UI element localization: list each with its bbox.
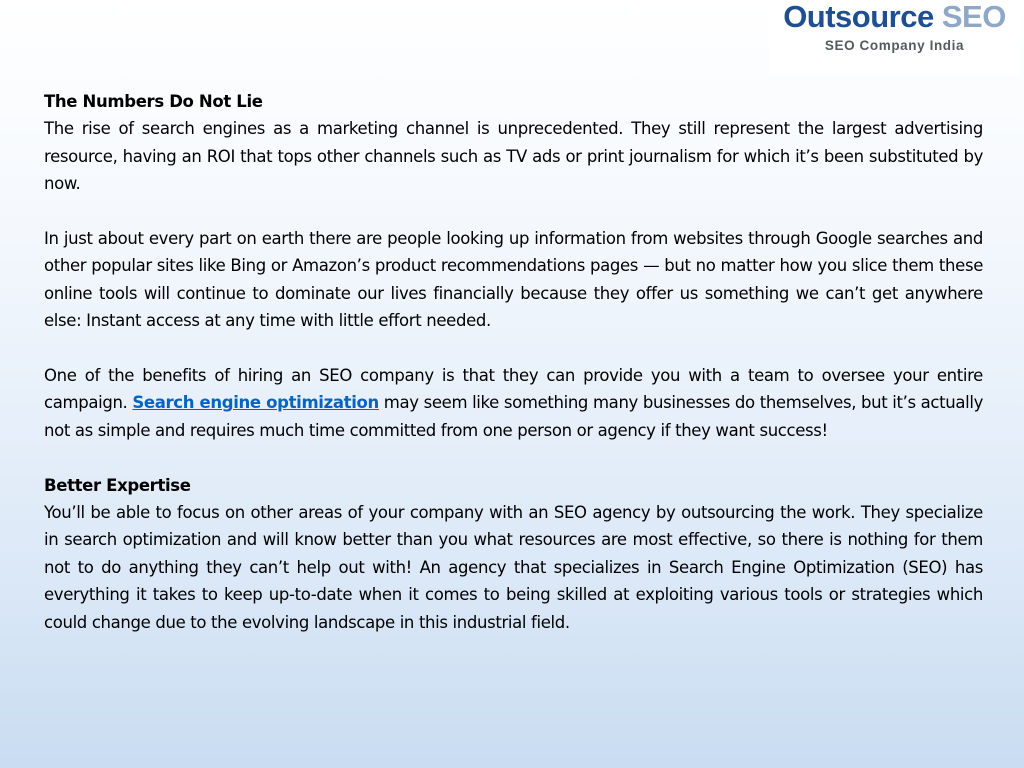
logo-wordmark — [769, 1, 1020, 33]
paragraph-better-expertise: You’ll be able to focus on other areas of your company with an SEO agency by outsourcing the work. They specialize in search optimization and will know better than you what resources are most effective, so there is nothing for them not to do anything they can’t help out with! An agency that specializes in Search Engine Optimization (SEO) has everything it takes to keep up-to-date when it comes to being skilled at exploiting various tools or strategies which could change due to the evolving landscape in this industrial field. — [44, 503, 983, 632]
company-logo — [769, 0, 1020, 75]
article-body — [44, 88, 983, 663]
paragraph-benefits-text-start: One of the benefits of hiring an SEO company is that they can provide you with a team to oversee your entire campaign. — [44, 366, 983, 413]
paragraph-benefits-of-hiring — [44, 362, 983, 444]
seo-link[interactable]: Search engine optimization — [132, 393, 379, 413]
paragraph-rise-of-search: The rise of search engines as a marketing channel is unprecedented. They still represent the largest advertising resource, having an ROI that tops other channels such as TV ads or print journalism for which it’s been substituted by now. — [44, 119, 983, 194]
section-heading-expertise: Better Expertise — [44, 475, 191, 495]
logo-word-outsource: Outsource — [783, 0, 934, 34]
section-heading-numbers: The Numbers Do Not Lie — [44, 92, 263, 111]
logo-word-seo: SEO — [941, 0, 1006, 34]
paragraph-every-part-on-earth: In just about every part on earth there are people looking up information from websites through Google searches and other popular sites like Bing or Amazon’s product recommendations pages — but no matter how you slice them these online tools will continue to dominate our lives financially because they offer us something we can’t get anywhere else: Instant access at any time with little effort needed. — [44, 229, 983, 331]
logo-tagline: SEO Company India — [824, 38, 965, 53]
paragraph-benefits-text-end: may seem like something many businesses do themselves, but it’s actually not as simple and requires much time committed from one person or agency if they want success! — [44, 393, 983, 440]
